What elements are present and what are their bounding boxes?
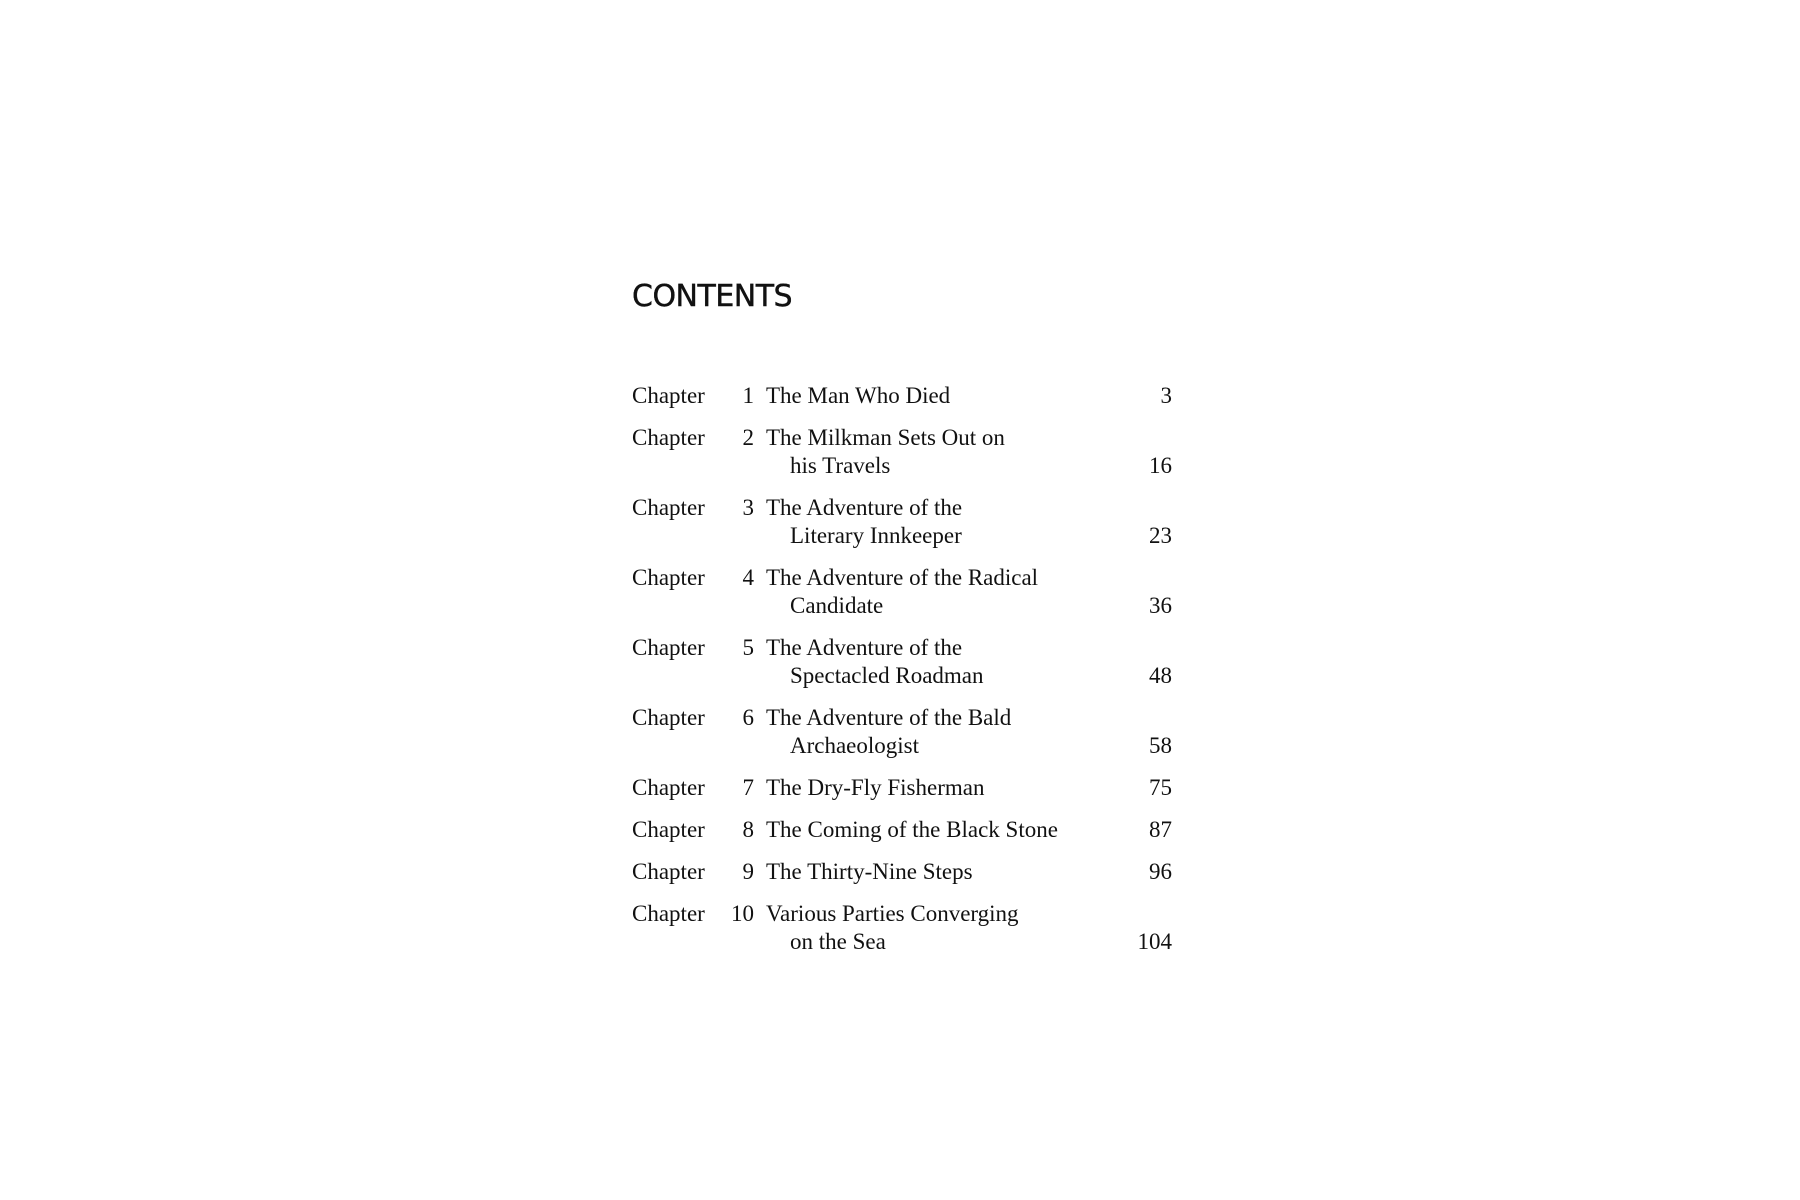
- chapter-number: 4: [742, 565, 754, 590]
- chapter-label: [632, 704, 766, 732]
- toc-entry: [632, 858, 1172, 886]
- page-number: 75: [1149, 775, 1172, 800]
- chapter-title: [766, 774, 1112, 802]
- chapter-title-continuation: Spectacled Roadman: [790, 663, 984, 688]
- chapter-title: [766, 424, 1112, 480]
- chapter-label: [632, 564, 766, 592]
- toc-entry: [632, 564, 1172, 620]
- chapter-title-line: The Dry-Fly Fisherman: [766, 775, 985, 800]
- page-number: 87: [1149, 817, 1172, 842]
- chapter-number: 3: [742, 495, 754, 520]
- toc-entry: [632, 424, 1172, 480]
- chapter-title: [766, 704, 1112, 760]
- page-number: 48: [1149, 663, 1172, 688]
- chapter-word: Chapter: [632, 775, 705, 800]
- chapter-word: Chapter: [632, 383, 705, 408]
- chapter-title-line: The Adventure of the Radical: [766, 565, 1039, 590]
- chapter-label: [632, 816, 766, 844]
- toc-list: [632, 382, 1172, 956]
- page-number: 36: [1149, 593, 1172, 618]
- chapter-title: [766, 816, 1112, 844]
- chapter-title-continuation: his Travels: [790, 453, 891, 478]
- toc-entry: [632, 816, 1172, 844]
- chapter-number: 10: [731, 901, 754, 926]
- chapter-word: Chapter: [632, 635, 705, 660]
- chapter-label: [632, 634, 766, 662]
- toc-entry: [632, 634, 1172, 690]
- chapter-title-continuation: Archaeologist: [790, 733, 920, 758]
- chapter-word: Chapter: [632, 425, 705, 450]
- toc-entry: [632, 494, 1172, 550]
- chapter-title: [766, 858, 1112, 886]
- toc-entry: [632, 774, 1172, 802]
- chapter-title-line: The Adventure of the: [766, 495, 963, 520]
- chapter-title-line: Various Parties Converging: [766, 901, 1019, 926]
- page-number: 104: [1137, 929, 1172, 954]
- chapter-number: 9: [742, 859, 754, 884]
- chapter-title-line: The Adventure of the Bald: [766, 705, 1012, 730]
- contents-heading: CONTENTS: [632, 279, 793, 314]
- chapter-number: 5: [742, 635, 754, 660]
- table-of-contents: [632, 279, 1172, 970]
- chapter-label: [632, 774, 766, 802]
- chapter-title-line: The Thirty-Nine Steps: [766, 859, 973, 884]
- chapter-label: [632, 900, 766, 928]
- toc-entry: [632, 382, 1172, 410]
- chapter-word: Chapter: [632, 705, 705, 730]
- chapter-number: 8: [742, 817, 754, 842]
- chapter-label: [632, 382, 766, 410]
- chapter-label: [632, 424, 766, 452]
- page-number: 16: [1149, 453, 1172, 478]
- chapter-title: [766, 382, 1112, 410]
- page-number: 58: [1149, 733, 1172, 758]
- chapter-number: 6: [742, 705, 754, 730]
- page-number: 96: [1149, 859, 1172, 884]
- chapter-word: Chapter: [632, 565, 705, 590]
- chapter-word: Chapter: [632, 859, 705, 884]
- chapter-title: [766, 900, 1112, 956]
- chapter-title-continuation: Candidate: [790, 593, 884, 618]
- chapter-number: 2: [742, 425, 754, 450]
- chapter-word: Chapter: [632, 495, 705, 520]
- chapter-label: [632, 858, 766, 886]
- chapter-number: 7: [742, 775, 754, 800]
- toc-entry: [632, 900, 1172, 956]
- chapter-word: Chapter: [632, 901, 705, 926]
- chapter-word: Chapter: [632, 817, 705, 842]
- chapter-title-continuation: on the Sea: [790, 929, 886, 954]
- page-number: 3: [1160, 383, 1172, 408]
- chapter-number: 1: [742, 383, 754, 408]
- toc-entry: [632, 704, 1172, 760]
- chapter-title: [766, 634, 1112, 690]
- page-number: 23: [1149, 523, 1172, 548]
- chapter-title-line: The Man Who Died: [766, 383, 951, 408]
- chapter-title-continuation: Literary Innkeeper: [790, 523, 962, 548]
- chapter-title-line: The Adventure of the: [766, 635, 963, 660]
- chapter-label: [632, 494, 766, 522]
- chapter-title-line: The Coming of the Black Stone: [766, 817, 1058, 842]
- chapter-title: [766, 564, 1112, 620]
- chapter-title-line: The Milkman Sets Out on: [766, 425, 1005, 450]
- chapter-title: [766, 494, 1112, 550]
